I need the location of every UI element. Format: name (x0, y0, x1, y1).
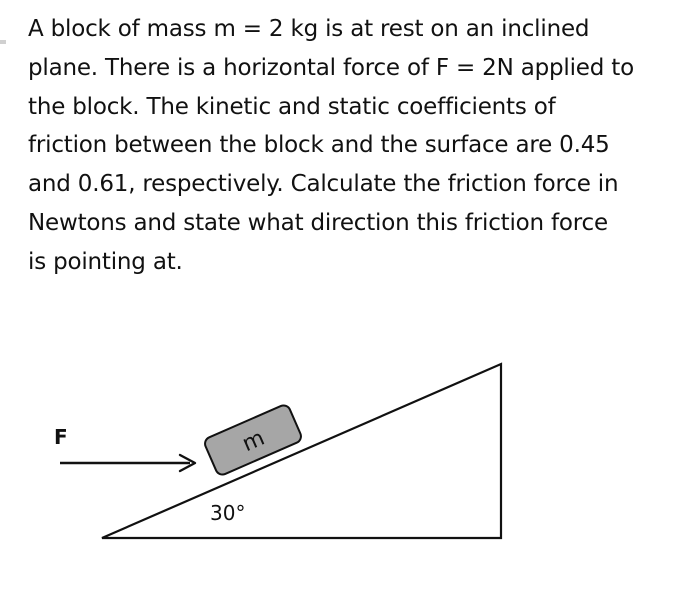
angle-label: 30° (210, 501, 246, 525)
problem-line-5: and 0.61, respectively. Calculate the friction force in (28, 171, 619, 198)
problem-line-1: A block of mass m = 2 kg is at rest on an inclined (28, 16, 590, 42)
incline-diagram (0, 330, 680, 588)
block (203, 403, 303, 476)
problem-line-7: is pointing at. (28, 248, 183, 275)
problem-line-6: Newtons and state what direction this friction force (28, 209, 608, 236)
block-label: m (238, 425, 269, 458)
problem-line-2: plane. There is a horizontal force of F = 2N applied to (28, 54, 634, 81)
force-label: F (54, 425, 68, 449)
inclined-plane (102, 364, 501, 538)
bullet-mark (0, 40, 6, 44)
problem-line-3: the block. The kinetic and static coefficients of (28, 93, 556, 120)
problem-line-4: friction between the block and the surface are 0.45 (28, 132, 610, 159)
force-arrow (60, 455, 195, 471)
problem-statement (28, 10, 652, 282)
